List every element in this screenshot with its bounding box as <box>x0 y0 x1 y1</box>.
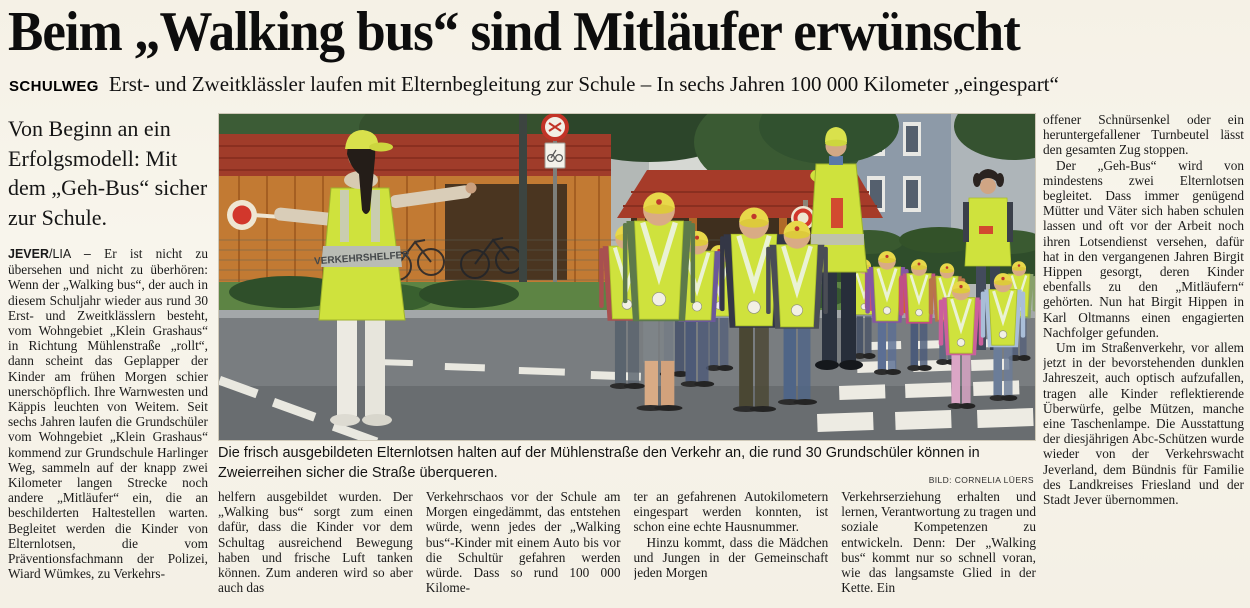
caption-row <box>218 444 1036 486</box>
column-4 <box>634 489 829 608</box>
dateline: JEVER <box>8 247 49 261</box>
lead-in: Von Beginn an ein Erfolgsmodell: Mit dem „Geh-Bus“ sicher zur Schule. <box>8 116 208 230</box>
right-column <box>1043 112 1244 606</box>
article-col1-text: Er ist nicht zu übersehen und nicht zu überhören: Wenn der „Walking bus“, der auch in diesem Schuljahr wieder aus rund 30 Erst- und Zweitklässlern besteht, vom Wohngebiet „Klein Grashaus“ in Richtung Mühlenstraße „rollt“, dann scheint das Geplapper der Kinder am frühen Morgen schier unerschöpflich. Ihre Warnwesten und Käppis leuchten von Weitem. Seit sechs Jahren laufen die Grundschüler vom Wohngebiet „Klein Grashaus“ kommend zur Grundschule Harlinger Weg, sammeln auf der knapp zwei Kilometer langen Strecke noch andere „Mitläufer“ ein, die an beschilderten Haltestellen warten. Begleitet werden die Kinder von Elternlotsen, die vom Präventionsfachmann der Polizei, Wiard Wümkes, zu Verkehrs- <box>8 246 208 582</box>
right-column-text-3: Um im Straßenverkehr, vor allem jetzt in der bevorstehenden dunklen Jahreszeit, auch optisch aufzufallen, tragen alle Kinder reflektierende Überwürfe, gelbe Mützen, manche eine Taschenlampe. Die Ausstattung der diesjährigen Abc-Schützen wurde wieder von der Verkehrswacht Jeverland, dem Bündnis für Familie des Landkreises Friesland und der Stadt Jever übernommen. <box>1043 340 1244 508</box>
column-2-text: helfern ausgebildet wurden. Der „Walking bus“ sorgt zum einen dafür, dass die Kinder vor dem Schultag ausreichend Bewegung haben und frische Luft tanken können. Zum anderen wird so aber auch das <box>218 489 413 596</box>
bottom-columns <box>218 489 1036 608</box>
column-4-text-1: ter an gefahrenen Autokilometern eingespart werden konnten, ist schon eine echte Hausnummer. <box>633 489 829 535</box>
dateline-agency: /LIA – <box>49 247 105 261</box>
vest-text: VERKEHRSHELFER <box>313 249 410 268</box>
right-column-text-1: offener Schnürsenkel oder ein heruntergefallener Turnbeutel lässt den gesamten Zug stoppen. <box>1043 112 1244 158</box>
right-column-text-2: Der „Geh-Bus“ wird von mindestens zwei Elternlotsen begleitet. Dass immer genügend Mütter und Väter sich haben schulen lassen und oft vor der Arbeit noch ihren Lotsendienst versehen, dafür hat in den vergangenen Jahren Birgit Hippen gesorgt, deren Kinder ebenfalls zu den „Mitläufern“ gehörten. Nun hat Birgit Hippen in Karl Oltmanns einen engagierten Nachfolger gefunden. <box>1043 157 1244 340</box>
photo-caption: Die frisch ausgebildeten Elternlotsen halten auf der Mühlenstraße den Verkehr an, die rund 30 Grundschüler können in Zweierreihen sicher die Straße überqueren. <box>218 445 980 481</box>
kicker-label: SCHULWEG <box>9 78 99 95</box>
column-2 <box>218 489 413 608</box>
article-photo <box>218 113 1036 441</box>
column-3-text: Verkehrschaos vor der Schule am Morgen eingedämmt, das entstehen würde, wenn jedes der „Walking bus“-Kinder mit einem Auto bis vor die Schultür gefahren werden würde. Dass so rund 100 000 Kilome- <box>425 489 621 596</box>
photo-scene <box>219 114 1035 440</box>
column-5-text: Verkehrserziehung erhalten und lernen, Verantwortung zu tragen und soziale Kompetenzen zu entwickeln. Denn: Der „Walking bus“ kommt nur so schnell voran, wie das langsamste Glied in der Kette. Ein <box>841 489 1036 596</box>
column-4-text-2: Hinzu kommt, dass die Mädchen und Jungen in der Gemeinschaft jeden Morgen <box>633 534 829 581</box>
column-3 <box>426 489 621 608</box>
photo-credit: BILD: CORNELIA LÜERS <box>928 475 1034 485</box>
headline: Beim „Walking bus“ sind Mitläufer erwünscht <box>8 1 1020 63</box>
column-5 <box>841 489 1036 608</box>
subheadline: Erst- und Zweitklässler laufen mit Elternbegleitung zur Schule – In sechs Jahren 100 000 Kilometer „eingespart“ <box>108 72 1059 96</box>
subheadline-row <box>9 72 1245 97</box>
article-paragraph-1 <box>8 246 208 581</box>
left-column <box>8 114 208 606</box>
